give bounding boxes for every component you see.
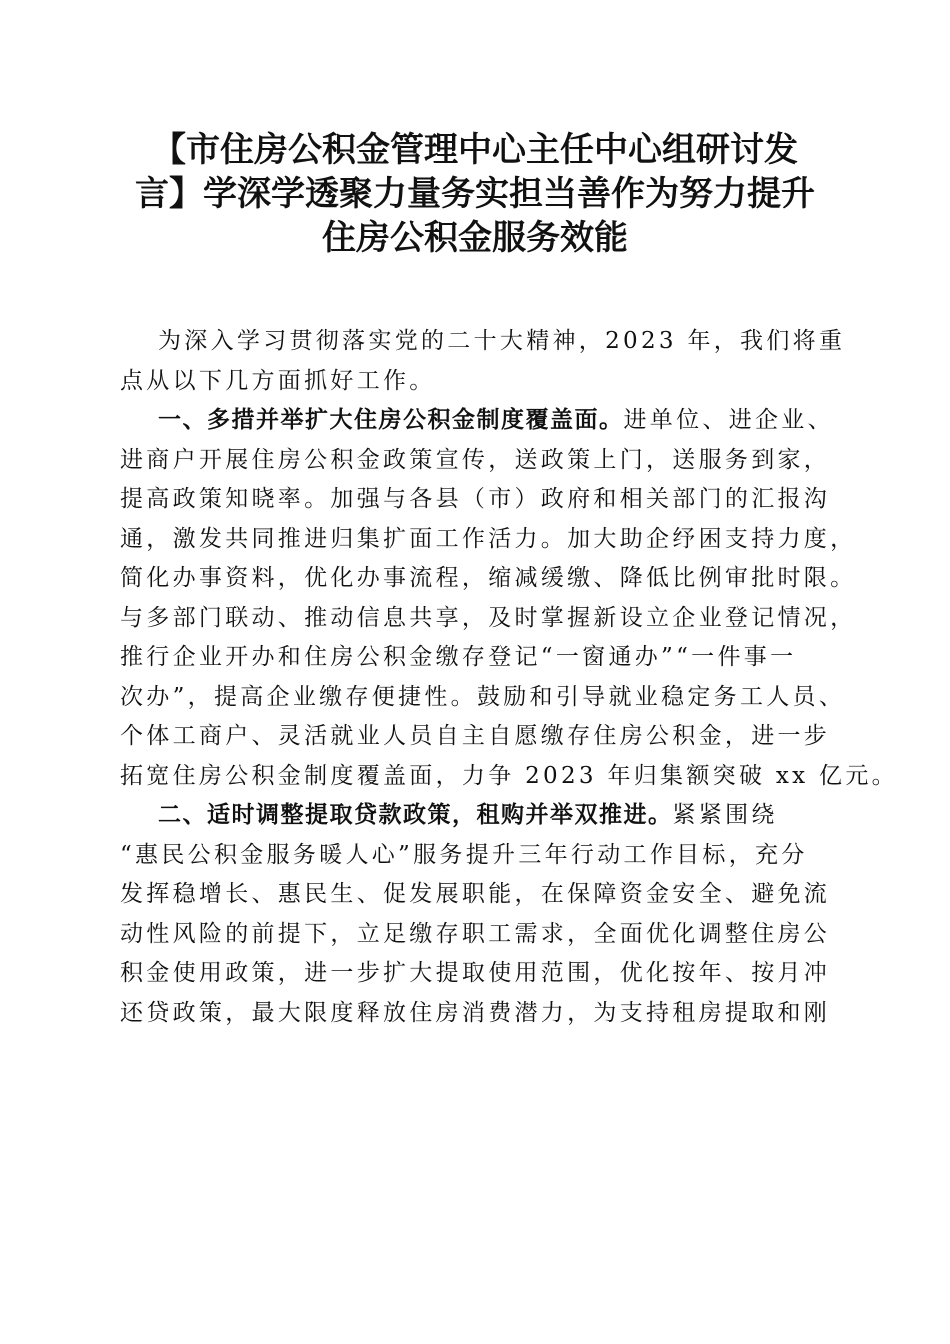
text-line: 动性风险的前提下，立足缴存职工需求，全面优化调整住房公 [120,920,831,947]
text-line: 点从以下几方面抓好工作。 [120,367,436,394]
text-line: 推行企业开办和住房公积金缴存登记“一窗通办”“一件事一 [120,644,797,670]
text-line: 简化办事资料，优化办事流程，缩减缓缴、降低比例审批时限。 [120,565,857,591]
text-line: 还贷政策，最大限度释放住房消费潜力，为支持租房提取和刚 [120,999,831,1026]
text-line [120,401,836,441]
text-line: 次办”，提高企业缴存便捷性。鼓励和引导就业稳定务工人员、 [120,683,846,710]
text-line: 通，激发共同推进归集扩面工作活力。加大助企纾困支持力度， [120,525,857,552]
text-line: 进商户开展住房公积金政策宣传，送政策上门，送服务到家， [120,446,831,473]
section-1-paragraph [120,401,898,796]
document-body [120,322,898,1033]
intro-paragraph [120,322,846,401]
text-line: 个体工商户、灵活就业人员自主自愿缴存住房公积金，进一步 [120,723,831,749]
document-title [100,128,850,260]
text-line: “惠民公积金服务暖人心”服务提升三年行动工作目标，充分 [120,841,808,868]
section-2-heading: 二、适时调整提取贷款政策，租购并举双推进。 [158,802,673,828]
section-2-first-line-text: 紧紧围绕 [672,802,778,828]
title-line: 言】学深学透聚力量务实担当善作为努力提升 [135,174,815,214]
text-line: 提高政策知晓率。加强与各县（市）政府和相关部门的汇报沟 [120,486,831,512]
title-line: 住房公积金服务效能 [322,218,628,258]
title-line: 【市住房公积金管理中心主任中心组研讨发 [152,130,798,170]
text-line: 为深入学习贯彻落实党的二十大精神，2023 年，我们将重 [158,328,846,354]
text-line: 发挥稳增长、惠民生、促发展职能，在保障资金安全、避免流 [120,881,831,907]
section-1-heading: 一、多措并举扩大住房公积金制度覆盖面。 [158,407,624,433]
text-line [120,796,836,836]
text-line: 拓宽住房公积金制度覆盖面，力争 2023 年归集额突破 xx 亿元。 [120,762,898,789]
section-2-paragraph [120,796,836,1033]
text-line: 积金使用政策，进一步扩大提取使用范围，优化按年、按月冲 [120,960,831,986]
section-1-first-line-text: 进单位、进企业、 [623,407,834,433]
text-line: 与多部门联动、推动信息共享，及时掌握新设立企业登记情况， [120,604,857,631]
